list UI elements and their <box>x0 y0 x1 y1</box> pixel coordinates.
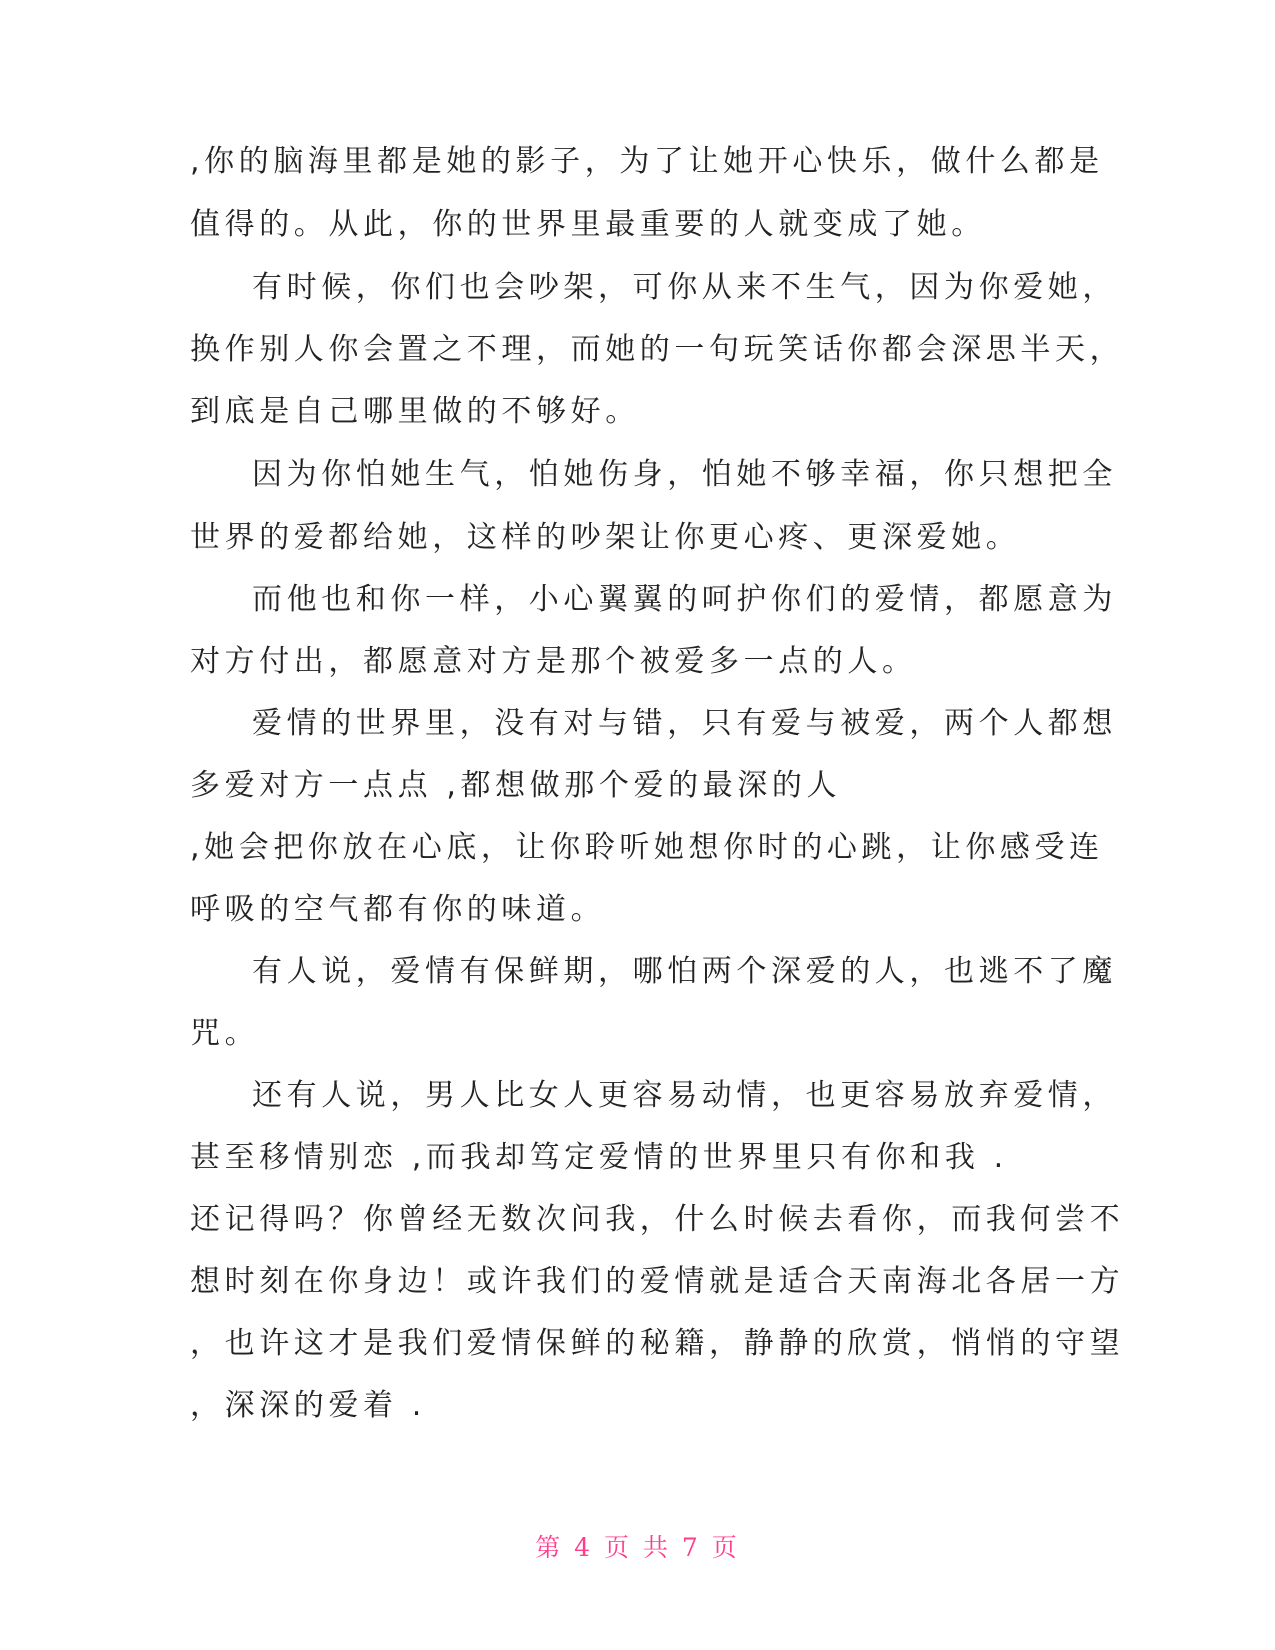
paragraph-first-line: 有时候，你们也会吵架，可你从来不生气，因为你爱她， <box>252 270 1117 305</box>
text-line: 值得的。从此，你的世界里最重要的人就变成了她。 <box>190 207 986 242</box>
text-line: 对方付出，都愿意对方是那个被爱多一点的人。 <box>190 644 917 679</box>
text-line: 多爱对方一点点 ,都想做那个爱的最深的人 <box>190 768 842 803</box>
paragraph-first-line: 有人说，爱情有保鲜期，哪怕两个深爱的人，也逃不了魔 <box>252 954 1117 989</box>
text-line: 还记得吗？你曾经无数次问我，什么时候去看你，而我何尝不 <box>190 1202 1125 1237</box>
text-line: 世界的爱都给她，这样的吵架让你更心疼、更深爱她。 <box>190 520 1021 555</box>
page-number-footer: 第 4 页 共 7 页 <box>535 1533 740 1562</box>
text-line: ,她会把你放在心底，让你聆听她想你时的心跳，让你感受连 <box>190 830 1104 865</box>
paragraph-first-line: 而他也和你一样，小心翼翼的呵护你们的爱情，都愿意为 <box>252 582 1117 617</box>
text-line: ,你的脑海里都是她的影子，为了让她开心快乐，做什么都是 <box>190 144 1104 179</box>
text-line: 咒。 <box>190 1016 260 1051</box>
text-line: 换作别人你会置之不理，而她的一句玩笑话你都会深思半天， <box>190 332 1125 367</box>
text-line: 到底是自己哪里做的不够好。 <box>190 394 640 429</box>
paragraph-first-line: 因为你怕她生气，怕她伤身，怕她不够幸福，你只想把全 <box>252 457 1117 492</box>
paragraph-first-line: 还有人说，男人比女人更容易动情，也更容易放弃爱情， <box>252 1078 1117 1113</box>
paragraph-first-line: 爱情的世界里，没有对与错，只有爱与被爱，两个人都想 <box>252 706 1117 741</box>
text-line: 想时刻在你身边！或许我们的爱情就是适合天南海北各居一方 <box>190 1264 1125 1299</box>
text-line: 甚至移情别恋 ,而我却笃定爱情的世界里只有你和我 . <box>190 1140 1008 1175</box>
text-line: ，也许这才是我们爱情保鲜的秘籍，静静的欣赏，悄悄的守望 <box>190 1326 1125 1361</box>
text-line: ，深深的爱着 . <box>190 1388 426 1423</box>
text-line: 呼吸的空气都有你的味道。 <box>190 892 606 927</box>
